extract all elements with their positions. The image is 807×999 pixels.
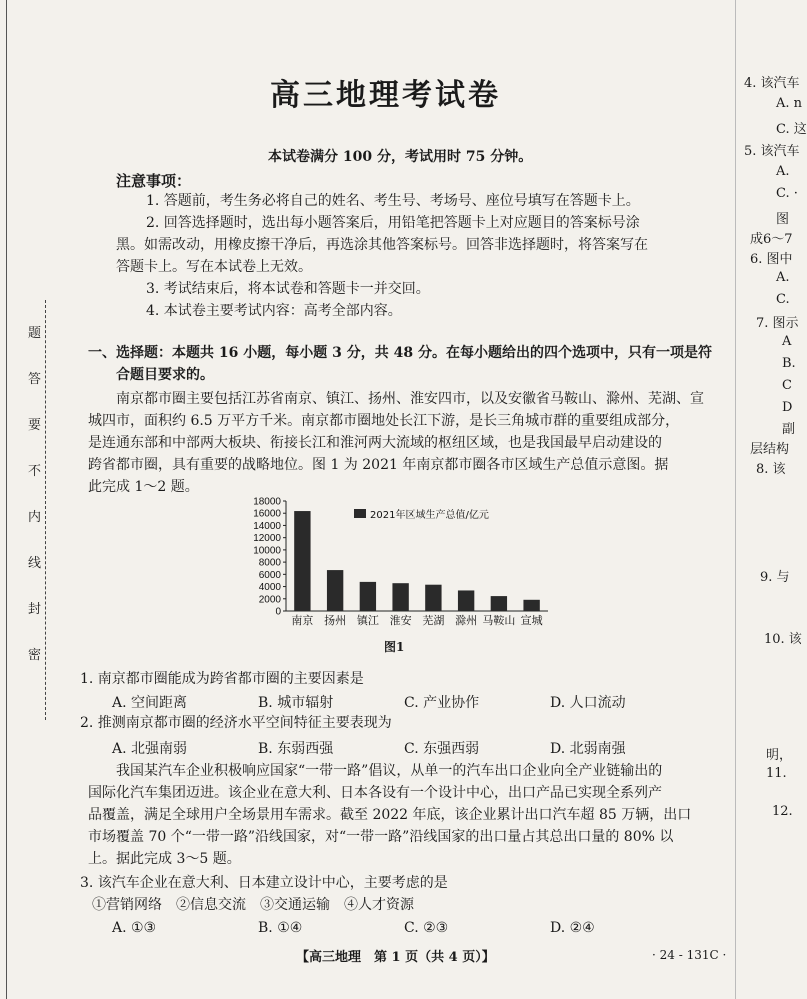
y-tick-label-3: 6000 xyxy=(258,569,281,581)
right-frag-7: 图 xyxy=(776,212,790,227)
notice-item-2-line-3: 答题卡上。写在本试卷上无效。 xyxy=(116,259,312,275)
q2-option-b[interactable]: B. 东弱西强 xyxy=(258,741,334,757)
q3-option-a[interactable]: A. ①③ xyxy=(112,920,157,936)
right-frag-9: 6. 图中 xyxy=(750,252,793,267)
right-frag-3: C. 这 xyxy=(776,122,807,137)
margin-label-1: 题 xyxy=(28,326,42,341)
margin-label-5: 内 xyxy=(28,510,42,525)
notice-item-1: 1. 答题前，考生务必将自己的姓名、考生号、考场号、座位号填写在答题卡上。 xyxy=(146,193,640,209)
right-frag-4: 5. 该汽车 xyxy=(744,144,800,159)
right-frag-22: 明， xyxy=(766,748,793,763)
x-tick-label-4: 芜湖 xyxy=(422,614,445,627)
right-frag-2: A. n xyxy=(776,96,803,111)
x-tick-label-1: 扬州 xyxy=(324,614,347,627)
y-tick-label-5: 10000 xyxy=(253,545,281,557)
passage2-line-5: 上。据此完成 3～5 题。 xyxy=(88,851,241,867)
question-2-stem: 2. 推测南京都市圈的经济水平空间特征主要表现为 xyxy=(80,715,392,731)
bar-4 xyxy=(425,585,441,611)
y-tick-label-7: 14000 xyxy=(253,520,281,532)
q1-option-b[interactable]: B. 城市辐射 xyxy=(258,695,334,711)
q1-option-a[interactable]: A. 空间距离 xyxy=(112,695,188,711)
margin-label-3: 要 xyxy=(28,418,42,433)
q1-option-d[interactable]: D. 人口流动 xyxy=(550,695,626,711)
margin-dashed-line xyxy=(45,300,46,720)
bar-6 xyxy=(491,596,507,611)
question-3-choices: ①营销网络 ②信息交流 ③交通运输 ④人才资源 xyxy=(92,897,414,913)
right-frag-10: A. xyxy=(776,270,790,285)
q2-option-c[interactable]: C. 东强西弱 xyxy=(404,741,480,757)
section-heading-line-1: 一、选择题：本题共 16 小题，每小题 3 分，共 48 分。在每小题给出的四个选项中，只有一项是符 xyxy=(88,345,712,361)
notice-item-2-line-1: 2. 回答选择题时，选出每小题答案后，用铅笔把答题卡上对应题目的答案标号涂 xyxy=(146,215,640,231)
y-tick-label-9: 18000 xyxy=(253,496,281,508)
right-column-fragment xyxy=(735,0,807,999)
legend-label: 2021年区域生产总值/亿元 xyxy=(370,510,489,521)
passage2-line-4: 市场覆盖 70 个“一带一路”沿线国家，对“一带一路”沿线国家的出口量占其总出口量的 80% 以 xyxy=(88,829,674,845)
margin-label-6: 线 xyxy=(28,556,42,571)
y-tick-label-2: 4000 xyxy=(258,582,281,594)
margin-label-2: 答 xyxy=(28,372,42,387)
right-frag-19: 8. 该 xyxy=(756,462,786,477)
margin-label-8: 密 xyxy=(28,648,42,663)
right-frag-5: A. xyxy=(776,164,790,179)
exam-info: 本试卷满分 100 分，考试用时 75 分钟。 xyxy=(268,149,533,165)
x-tick-label-3: 淮安 xyxy=(389,614,412,627)
bar-1 xyxy=(327,570,343,611)
x-tick-label-0: 南京 xyxy=(291,614,314,627)
bar-5 xyxy=(458,590,474,611)
right-frag-13: A xyxy=(782,334,792,349)
x-tick-label-7: 宣城 xyxy=(520,614,543,627)
right-frag-14: B. xyxy=(782,356,796,371)
y-tick-label-8: 16000 xyxy=(253,508,281,520)
notice-item-4: 4. 本试卷主要考试内容：高考全部内容。 xyxy=(146,303,402,319)
x-tick-label-5: 滁州 xyxy=(455,614,478,627)
y-tick-label-1: 2000 xyxy=(258,594,281,606)
page-title: 高三地理考试卷 xyxy=(270,78,501,113)
question-1-stem: 1. 南京都市圈能成为跨省都市圈的主要因素是 xyxy=(80,671,364,687)
section-heading-line-2: 合题目要求的。 xyxy=(116,367,214,383)
question-3-stem: 3. 该汽车企业在意大利、日本建立设计中心，主要考虑的是 xyxy=(80,875,448,891)
q2-option-a[interactable]: A. 北强南弱 xyxy=(112,741,188,757)
bar-2 xyxy=(360,582,376,611)
right-frag-12: 7. 图示 xyxy=(756,316,799,331)
notice-heading: 注意事项： xyxy=(116,172,192,190)
page-footer: 【高三地理 第 1 页（共 4 页）】 xyxy=(296,950,495,965)
notice-item-3: 3. 考试结束后，将本试卷和答题卡一并交回。 xyxy=(146,281,430,297)
right-frag-24: 12. xyxy=(772,804,793,819)
q2-option-d[interactable]: D. 北弱南强 xyxy=(550,741,626,757)
bar-0 xyxy=(294,511,310,611)
passage2-line-1: 我国某汽车企业积极响应国家“一带一路”倡议，从单一的汽车出口企业向全产业链输出的 xyxy=(116,763,663,779)
paper-code: · 24 - 131C · xyxy=(652,948,727,962)
y-tick-label-6: 12000 xyxy=(253,533,281,545)
right-frag-1: 4. 该汽车 xyxy=(744,76,800,91)
y-tick-label-4: 8000 xyxy=(258,557,281,569)
right-frag-15: C xyxy=(782,378,792,393)
right-frag-17: 副 xyxy=(782,422,796,437)
margin-solid-line xyxy=(6,0,7,999)
margin-label-4: 不 xyxy=(28,464,42,479)
passage2-line-2: 国际化汽车集团迈进。该企业在意大利、日本各设有一个设计中心，出口产品已实现全系列产 xyxy=(88,785,662,801)
q3-option-b[interactable]: B. ①④ xyxy=(258,920,303,936)
x-tick-label-6: 马鞍山 xyxy=(482,614,516,627)
margin-label-7: 封 xyxy=(28,602,42,617)
right-frag-16: D xyxy=(782,400,793,415)
bar-7 xyxy=(523,600,539,611)
binding-margin xyxy=(0,0,62,999)
passage1-line-3: 是连通东部和中部两大板块、衔接长江和淮河两大流域的枢纽区域，也是我国最早启动建设的 xyxy=(88,435,662,451)
passage1-line-5: 此完成 1～2 题。 xyxy=(88,479,199,495)
q3-option-d[interactable]: D. ②④ xyxy=(550,920,595,936)
x-tick-label-2: 镇江 xyxy=(356,614,379,627)
right-frag-8: 成6～7 xyxy=(750,232,793,247)
q3-option-c[interactable]: C. ②③ xyxy=(404,920,449,936)
right-frag-6: C. · xyxy=(776,186,798,201)
gdp-bar-chart xyxy=(248,493,558,633)
y-tick-label-0: 0 xyxy=(275,606,281,618)
passage2-line-3: 品覆盖，满足全球用户全场景用车需求。截至 2022 年底，该企业累计出口汽车超 85 万辆，出口 xyxy=(88,807,692,823)
right-frag-21: 10. 该 xyxy=(764,632,802,647)
bar-3 xyxy=(392,583,408,611)
notice-item-2-line-2: 黑。如需改动，用橡皮擦干净后，再选涂其他答案标号。回答非选择题时，将答案写在 xyxy=(116,237,648,253)
right-frag-20: 9. 与 xyxy=(760,570,790,585)
right-frag-23: 11. xyxy=(766,766,787,781)
passage1-line-2: 城四市，面积约 6.5 万平方千米。南京都市圈地处长江下游，是长三角城市群的重要组成部分， xyxy=(88,413,680,429)
figure-label: 图1 xyxy=(384,640,405,654)
right-frag-11: C. xyxy=(776,292,790,307)
passage1-line-4: 跨省都市圈，具有重要的战略地位。图 1 为 2021 年南京都市圈各市区域生产总值示意图。据 xyxy=(88,457,669,473)
q1-option-c[interactable]: C. 产业协作 xyxy=(404,695,480,711)
passage1-line-1: 南京都市圈主要包括江苏省南京、镇江、扬州、淮安四市，以及安徽省马鞍山、滁州、芜湖、宣 xyxy=(116,391,704,407)
legend-swatch xyxy=(354,509,366,518)
right-frag-18: 层结构 xyxy=(750,442,790,457)
